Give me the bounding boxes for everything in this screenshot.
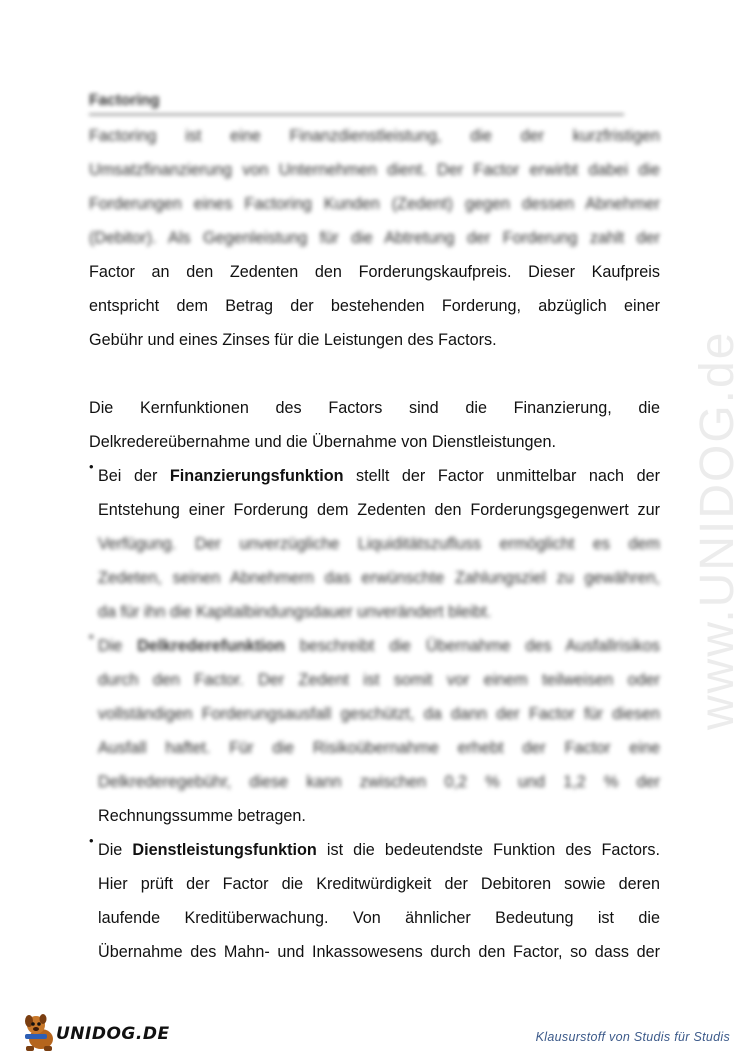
text-line: Rechnungssumme betragen. [98, 807, 306, 825]
logo-text: UNIDOG.DE [56, 1024, 170, 1044]
text-line: Ausfall haftet. Für die Risikoübernahme erhebt der Factor eine [98, 739, 660, 757]
text-line: Factor an den Zedenten den Forderungskaufpreis. Dieser Kaufpreis [89, 263, 660, 281]
footer-tagline: Klausurstoff von Studis für Studis [535, 1030, 730, 1044]
paragraph-spacer [89, 357, 660, 391]
text-line [98, 833, 660, 867]
bullet-dot: • [89, 459, 94, 474]
text-line: Zedeten, seinen Abnehmern das erwünschte Zahlungsziel zu gewähren, [98, 569, 660, 587]
text-line: da für ihn die Kapitalbindungsdauer unverändert bleibt. [98, 603, 492, 621]
term-bold: Dienstleistungsfunktion [132, 841, 317, 859]
text-line: entspricht dem Betrag der bestehenden Forderung, abzüglich einer [89, 297, 660, 315]
text-line: Gebühr und eines Zinses für die Leistungen des Factors. [89, 331, 497, 349]
term-bold: Delkrederefunktion [137, 637, 285, 655]
paragraph-factoring-definition [89, 119, 660, 357]
text-line: Delkrederegebühr, diese kann zwischen 0,2 % und 1,2 % der [98, 773, 660, 791]
text-span: beschreibt die Übernahme des Ausfallrisikos [284, 637, 660, 655]
text-line: Factoring ist eine Finanzdienstleistung, die der kurzfristigen [89, 127, 660, 145]
text-line: vollständigen Forderungsausfall geschützt, da dann der Factor für diesen [98, 705, 660, 723]
term-bold: Finanzierungsfunktion [169, 467, 344, 485]
text-line: Verfügung. Der unverzügliche Liquiditätszufluss ermöglicht es dem [98, 535, 660, 553]
text-line: Forderungen eines Factoring Kunden (Zedent) gegen dessen Abnehmer [89, 195, 660, 213]
text-line: Hier prüft der Factor die Kreditwürdigkeit der Debitoren sowie deren [98, 875, 660, 893]
dog-mascot-icon [22, 1012, 60, 1052]
text-line: Umsatzfinanzierung von Unternehmen dient. Der Factor erwirbt dabei die [89, 161, 660, 179]
bullet-dot: • [89, 833, 94, 848]
bullet-dot: • [89, 629, 94, 644]
text-line: Delkredereübernahme und die Übernahme von Dienstleistungen. [89, 433, 557, 451]
bullet-financing-function [89, 459, 660, 629]
text-line: laufende Kreditüberwachung. Von ähnlicher Bedeutung ist die [98, 909, 660, 927]
text-line: Entstehung einer Forderung dem Zedenten den Forderungsgegenwert zur [98, 501, 660, 519]
text-span: stellt der Factor unmittelbar nach der [343, 467, 660, 485]
text-line: Übernahme des Mahn- und Inkassowesens durch den Factor, so dass der [98, 943, 660, 961]
paragraph-core-functions [89, 391, 660, 459]
text-span: Bei der [98, 467, 170, 485]
watermark: www.UNIDOG.de [691, 330, 744, 730]
text-span: Die [98, 637, 138, 655]
unidog-logo[interactable] [22, 1012, 170, 1052]
text-line: (Debitor). Als Gegenleistung für die Abtretung der Forderung zahlt der [89, 229, 660, 247]
text-line [98, 459, 660, 493]
text-span: Die [98, 841, 133, 859]
section-heading: Factoring [89, 88, 624, 115]
bullet-service-function [89, 833, 660, 969]
text-line: Die Kernfunktionen des Factors sind die Finanzierung, die [89, 399, 660, 417]
text-span: ist die bedeutendste Funktion des Factors. [316, 841, 660, 859]
text-line [98, 629, 660, 663]
text-line: durch den Factor. Der Zedent ist somit vor einem teilweisen oder [98, 671, 660, 689]
bullet-del-credere-function [89, 629, 660, 833]
document-body [89, 88, 660, 969]
